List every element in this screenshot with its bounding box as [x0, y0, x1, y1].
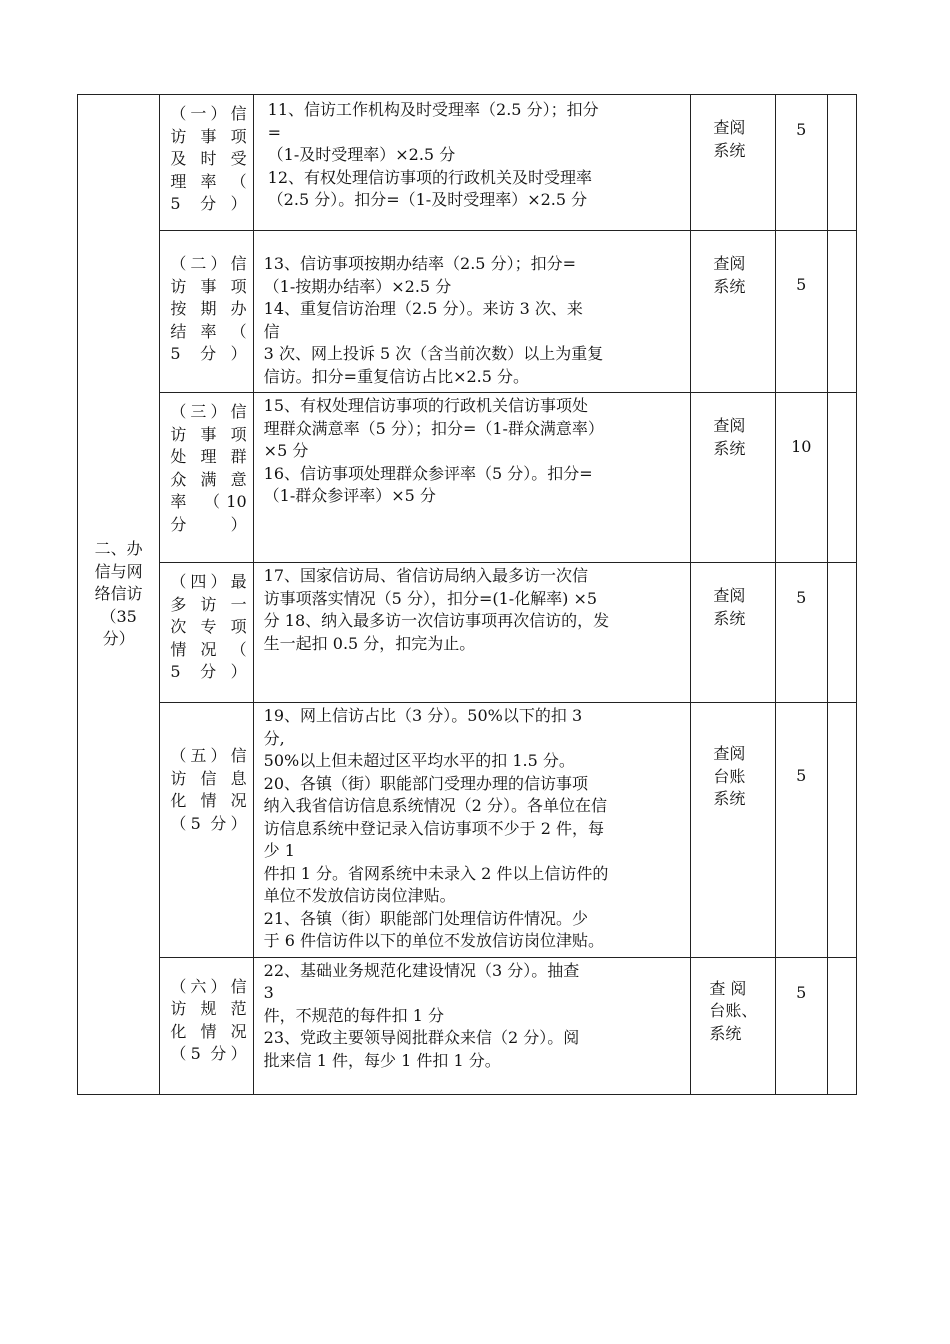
score-value: 5 [796, 588, 807, 607]
category-label: 二、办 信与网 络信访 （35 分） [94, 539, 143, 648]
criteria-cell [253, 703, 691, 958]
sub-item-label: （一）信 访 事 项 及 时 受 理 率 （ 5 分） [170, 104, 247, 213]
sub-item-label: （六）信 访 规 范 化 情 况 （5 分） [170, 976, 247, 1063]
score-value: 5 [796, 766, 807, 785]
sub-item-cell [160, 95, 253, 231]
extra-cell [827, 393, 856, 563]
criteria-cell [253, 563, 691, 703]
score-value: 10 [791, 437, 812, 456]
criteria-cell [253, 95, 691, 231]
score-value: 5 [796, 982, 807, 1002]
extra-cell [827, 563, 856, 703]
extra-cell [827, 957, 856, 1094]
table-row [78, 95, 857, 231]
criteria-text: 17、国家信访局、省信访局纳入最多访一次信 访事项落实情况（5 分），扣分=(1-化解率) ×5 分 18、纳入最多访一次信访事项再次信访的，发 生一起扣 0.5 分，扣完为止。 [263, 566, 610, 653]
score-cell [775, 95, 827, 231]
method-text: 查 阅 台账、 系统 [709, 978, 758, 1043]
table-row [78, 393, 857, 563]
sub-item-cell [160, 703, 253, 958]
sub-item-label: （二）信 访 事 项 按 期 办 结 率 （ 5 分） [170, 254, 247, 363]
criteria-cell [253, 231, 691, 393]
sub-item-label: （三）信 访 事 项 处 理 群 众 满 意 率 （10 分） [170, 402, 247, 534]
criteria-text: 15、有权处理信访事项的行政机关信访事项处 理群众满意率（5 分）；扣分=（1-群众满意率） ×5 分 16、信访事项处理群众参评率（5 分）。扣分= （1-群众参评率）×5 分 [263, 396, 604, 505]
score-cell [775, 703, 827, 958]
method-text: 查阅 台账 系统 [713, 744, 746, 808]
sub-item-cell [160, 563, 253, 703]
criteria-text: 22、基础业务规范化建设情况（3 分）。抽查 3 件，不规范的每件扣 1 分 23、党政主要领导阅批群众来信（2 分）。阅 批来信 1 件，每少 1 件扣 1 分。 [263, 960, 580, 1070]
sub-item-label: （四）最 多 访 一 次 专 项 情 况 （ 5 分） [170, 572, 247, 681]
category-cell [78, 95, 160, 1095]
criteria-text: 13、信访事项按期办结率（2.5 分）；扣分= （1-按期办结率）×2.5 分 14、重复信访治理（2.5 分）。来访 3 次、来 信 3 次、网上投诉 5 次（含当前次数）以上为重复 信访。扣分=重复信访占比×2.5 分。 [263, 254, 604, 386]
table-row [78, 563, 857, 703]
method-cell [691, 393, 775, 563]
criteria-text: 11、信访工作机构及时受理率（2.5 分）；扣分 = （1-及时受理率）×2.5 分 12、有权处理信访事项的行政机关及时受理率 （2.5 分）。扣分=（1-及时受理率）×2.5 分 [267, 100, 599, 209]
method-cell [691, 95, 775, 231]
extra-cell [827, 95, 856, 231]
criteria-cell [253, 957, 691, 1094]
method-text: 查阅 系统 [713, 118, 746, 160]
method-text: 查阅 系统 [713, 254, 746, 296]
extra-cell [827, 703, 856, 958]
method-cell [691, 957, 775, 1094]
sub-item-label: （五）信 访 信 息 化 情 况 （5 分） [170, 746, 247, 833]
method-cell [691, 231, 775, 393]
score-cell [775, 393, 827, 563]
score-cell [775, 231, 827, 393]
evaluation-table [77, 94, 857, 1095]
score-value: 5 [796, 275, 807, 294]
sub-item-cell [160, 957, 253, 1094]
method-text: 查阅 系统 [713, 416, 746, 458]
table-row [78, 703, 857, 958]
score-cell [775, 957, 827, 1094]
method-cell [691, 563, 775, 703]
sub-item-cell [160, 393, 253, 563]
criteria-text: 19、网上信访占比（3 分）。50%以下的扣 3 分, 50%以上但未超过区平均水平的扣 1.5 分。 20、各镇（街）职能部门受理办理的信访事项 纳入我省信访信息系统情况（2 分）。各单位在信 访信息系统中登记录入信访事项不少于 2 件，每 少 1 件扣 1 分。省网系统中未录入 2 件以上信访件的 单位不发放信访岗位津贴。 21、各镇（街）职能部门处理信访件情况。少 于 6 件信访件以下的单位不发放信访岗位津贴。 [263, 706, 609, 950]
method-cell [691, 703, 775, 958]
criteria-cell [253, 393, 691, 563]
score-value: 5 [796, 120, 807, 139]
method-text: 查阅 系统 [713, 586, 746, 628]
table-row [78, 957, 857, 1094]
sub-item-cell [160, 231, 253, 393]
score-cell [775, 563, 827, 703]
table-row [78, 231, 857, 393]
extra-cell [827, 231, 856, 393]
